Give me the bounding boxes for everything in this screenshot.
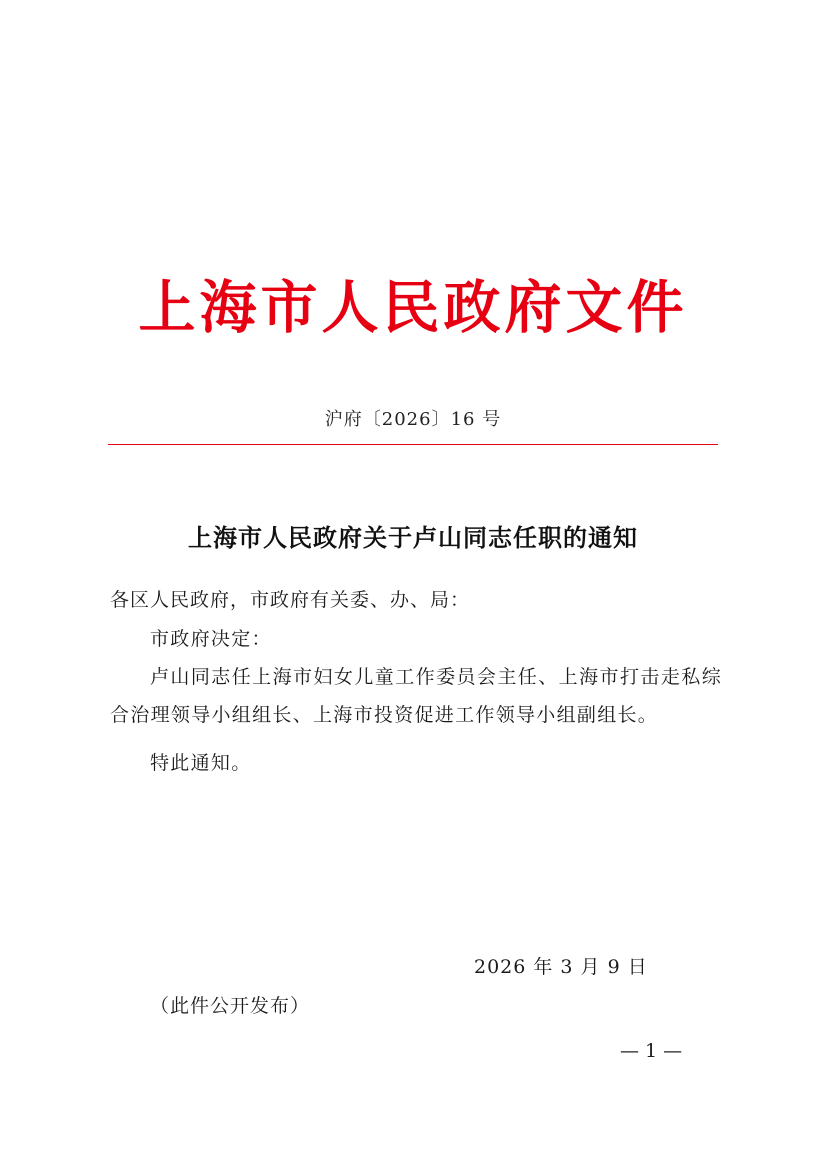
red-separator-line bbox=[108, 444, 718, 445]
document-number: 沪府〔2026〕16 号 bbox=[324, 409, 502, 430]
body-paragraph-appointment: 卢山同志任上海市妇女儿童工作委员会主任、上海市打击走私综合治理领导小组组长、上海市投资促进工作领导小组副组长。 bbox=[110, 666, 722, 726]
notice-title: 上海市人民政府关于卢山同志任职的通知 bbox=[188, 523, 638, 552]
issue-date: 2026 年 3 月 9 日 bbox=[474, 956, 648, 978]
page-number: — 1 — bbox=[620, 1040, 683, 1062]
body-paragraph-decision: 市政府决定： bbox=[150, 628, 272, 650]
body-paragraph-closing: 特此通知。 bbox=[150, 752, 252, 774]
issuer-header-title: 上海市人民政府文件 bbox=[138, 274, 688, 341]
salutation: 各区人民政府，市政府有关委、办、局： bbox=[110, 589, 471, 611]
publish-note: （此件公开发布） bbox=[150, 995, 311, 1017]
